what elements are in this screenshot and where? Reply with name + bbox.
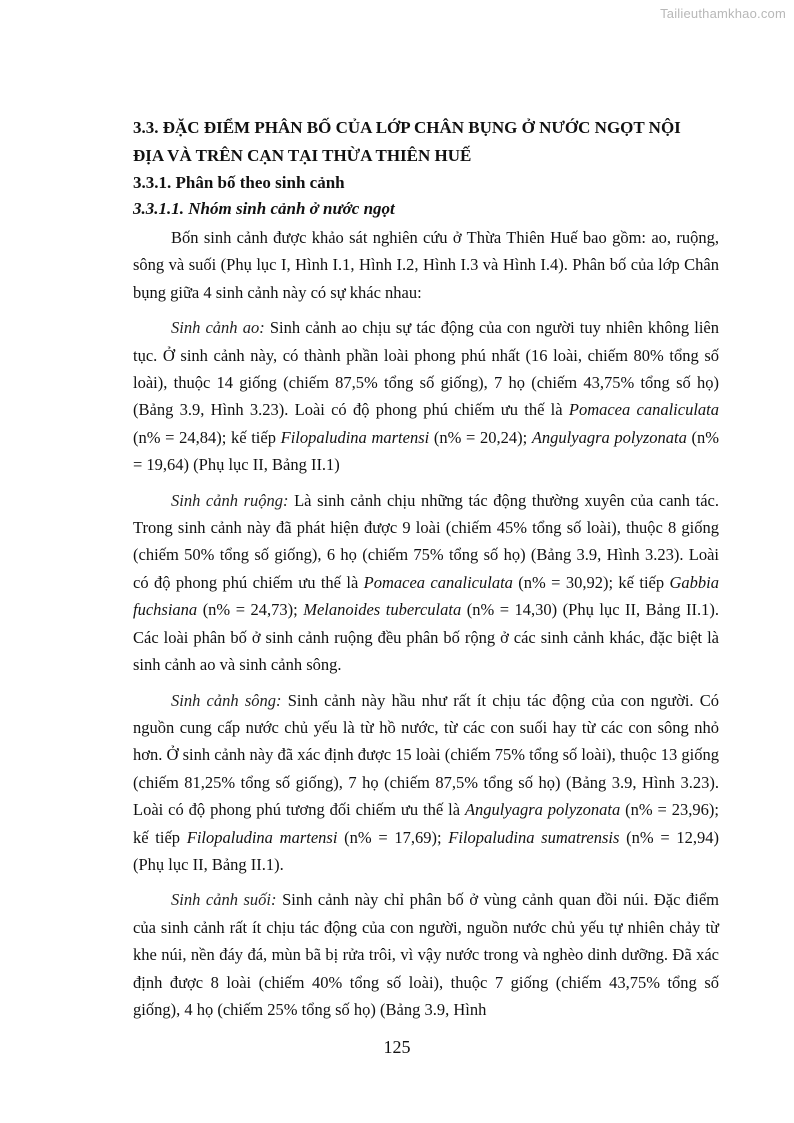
text: Sinh cảnh này hầu như rất ít chịu tác động của con người. Có nguồn cung cấp nước chủ yếu là từ hồ nước, từ các con suối hay từ các con sông nhỏ hơn. Ở sinh cảnh này đã xác định được 15 loài (chiếm 75% tổng số loài), thuộc 13 giống (chiếm 81,25% tổng số giống), 7 họ (chiếm 87,5% tổng số họ) (Bảng 3.9, Hình 3.23). Loài có độ phong phú tương đối chiếm ưu thế là <box>133 690 719 820</box>
text: (n% = 20,24); <box>429 427 532 447</box>
lead-suoi: Sinh cảnh suối: <box>171 890 277 910</box>
lead-ruong: Sinh cảnh ruộng: <box>171 490 289 510</box>
paragraph-suoi <box>133 886 719 1023</box>
page-number: 125 <box>383 1037 411 1057</box>
watermark: Tailieuthamkhao.com <box>660 6 786 21</box>
species-name: Gabbia fuchsiana <box>133 572 719 620</box>
text: (n% = 23,96); kế tiếp <box>133 800 719 847</box>
section-title-line1: 3.3. ĐẶC ĐIỂM PHÂN BỐ CỦA LỚP CHÂN BỤNG Ở NƯỚC NGỌT NỘI <box>133 118 681 137</box>
text: (n% = 24,73); <box>197 600 304 620</box>
species-name: Pomacea canaliculata <box>568 400 719 420</box>
species-name: Filopaludina sumatrensis <box>448 827 620 847</box>
paragraph-ruong <box>133 487 719 679</box>
text: Là sinh cảnh chịu những tác động thường xuyên của canh tác. Trong sinh cảnh này đã phát hiện được 9 loài (chiếm 45% tổng số loài), thuộc 8 giống (chiếm 50% tổng số giống), 6 họ (chiếm 75% tổng số họ) (Bảng 3.9, Hình 3.23). Loài có độ phong phú chiếm ưu thế là <box>133 490 719 592</box>
species-name: Pomacea canaliculata <box>363 572 513 592</box>
text: (n% = 30,92); kế tiếp <box>512 572 670 592</box>
species-name: Angulyagra polyzonata <box>464 800 621 820</box>
text: (n% = 19,64) (Phụ lục II, Bảng II.1) <box>133 427 719 475</box>
species-name: Angulyagra polyzonata <box>531 427 687 447</box>
page-content <box>133 114 719 1023</box>
section-title <box>133 114 719 170</box>
subsection-heading: 3.3.1. Phân bố theo sinh cảnh <box>133 173 345 192</box>
species-name: Filopaludina martensi <box>280 427 430 447</box>
paragraph-song <box>133 687 719 879</box>
intro-paragraph: Bốn sinh cảnh được khảo sát nghiên cứu ở Thừa Thiên Huế bao gồm: ao, ruộng, sông và suối (Phụ lục I, Hình I.1, Hình I.2, Hình I.3 và Hình I.4). Phân bố của lớp Chân bụng giữa 4 sinh cảnh này có sự khác nhau: <box>133 228 719 302</box>
text: Sinh cảnh này chỉ phân bố ở vùng cảnh quan đồi núi. Đặc điểm của sinh cảnh rất ít chịu tác động của con người, nguồn nước chủ yếu tự nhiên chảy từ khe núi, nền đáy đá, mùn bã bị rửa trôi, vì vậy nước trong và nghèo dinh dưỡng. Đã xác định được 8 loài (chiếm 40% tổng số loài), thuộc 7 giống (chiếm 43,75% tổng số giống), 4 họ (chiếm 25% tổng số họ) (Bảng 3.9, Hình <box>133 890 719 1019</box>
text: (n% = 24,84); kế tiếp <box>133 427 281 447</box>
text: (n% = 17,69); <box>337 827 449 847</box>
text: (n% = 12,94) (Phụ lục II, Bảng II.1). <box>133 827 719 874</box>
text: Sinh cảnh ao chịu sự tác động của con người tuy nhiên không liên tục. Ở sinh cảnh này, có thành phần loài phong phú nhất (16 loài, chiếm 80% tổng số loài), thuộc 14 giống (chiếm 87,5% tổng số giống), 7 họ (chiếm 43,75% tổng số họ) (Bảng 3.9, Hình 3.23). Loài có độ phong phú chiếm ưu thế là <box>133 318 719 420</box>
section-title-line2: ĐỊA VÀ TRÊN CẠN TẠI THỪA THIÊN HUẾ <box>133 146 472 165</box>
species-name: Filopaludina martensi <box>186 827 338 847</box>
lead-ao: Sinh cảnh ao: <box>171 318 265 338</box>
paragraph-ao <box>133 314 719 478</box>
species-name: Melanoides tuberculata <box>303 600 462 620</box>
text: (n% = 14,30) (Phụ lục II, Bảng II.1). Các loài phân bố ở sinh cảnh ruộng đều phân bố rộng ở các sinh cảnh khác, đặc biệt là sinh cảnh ao và sinh cảnh sông. <box>133 600 719 675</box>
lead-song: Sinh cảnh sông: <box>171 690 282 710</box>
subsubsection-heading: 3.3.1.1. Nhóm sinh cảnh ở nước ngọt <box>133 199 395 218</box>
